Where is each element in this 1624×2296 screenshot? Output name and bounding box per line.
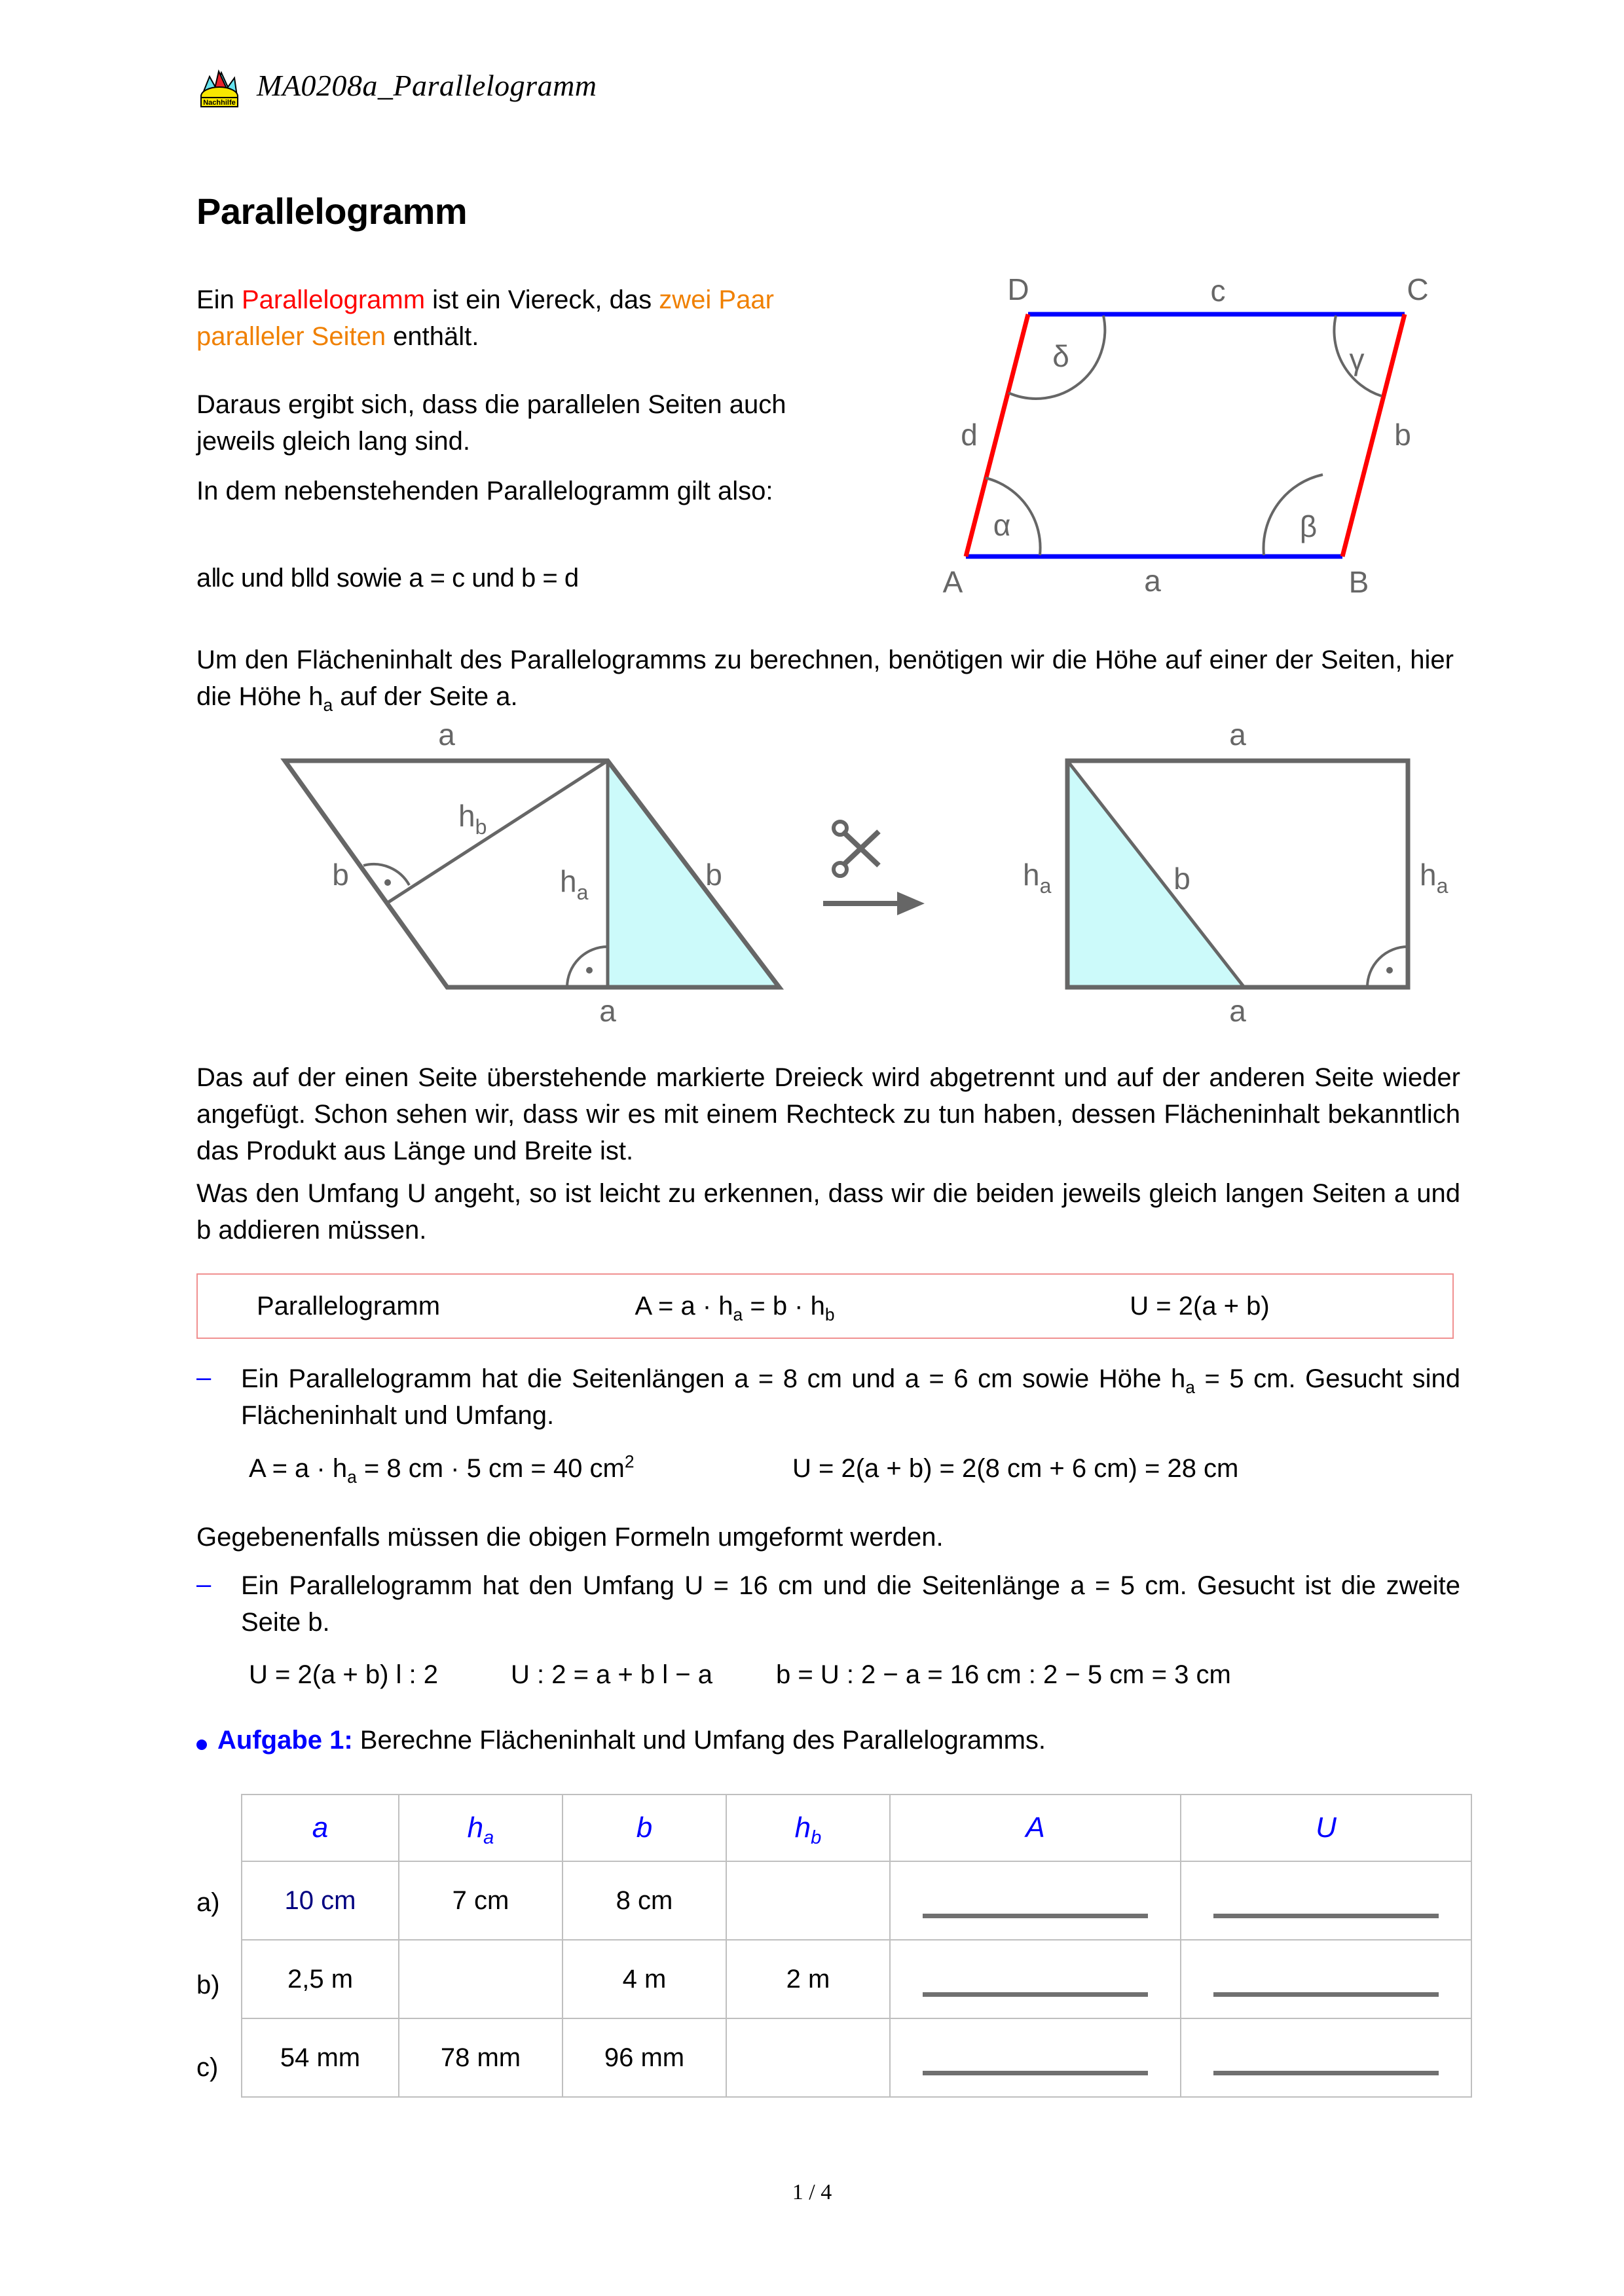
intro-definition	[196, 282, 851, 355]
figure-cut-parallelogram	[262, 714, 786, 1028]
intro-keyword-pairs: zwei Paar paralleler Seiten	[196, 285, 774, 351]
answer-line	[1213, 1914, 1439, 1918]
angle-label-gamma: γ	[1349, 342, 1365, 376]
cell-perimeter-row-c[interactable]	[1181, 2018, 1471, 2097]
example-1-dash: –	[196, 1363, 212, 1392]
page-header	[196, 62, 597, 108]
cut-left-side-b-label: b	[332, 858, 349, 892]
intro-keyword-parallelogram: Parallelogramm	[241, 285, 426, 314]
cell-perimeter-row-b[interactable]	[1181, 1940, 1471, 2018]
paragraph-transform-formulas: Gegebenenfalls müssen die obigen Formeln umgeformt werden.	[196, 1523, 944, 1552]
table-row-label-a: a)	[196, 1888, 220, 1917]
intro-relations: a‖c und b‖d sowie a = c und b = d	[196, 564, 579, 592]
vertex-label-d: D	[1007, 272, 1029, 306]
cell-area-row-c[interactable]	[890, 2018, 1181, 2097]
cell-a-row-a[interactable]: 10 cm	[242, 1861, 399, 1940]
arrow-right-icon	[823, 892, 925, 915]
table-header-ha: $h_a$	[399, 1795, 563, 1861]
cell-hb-row-a[interactable]	[726, 1861, 890, 1940]
cut-arrow-group	[820, 818, 951, 930]
vertex-label-a: A	[942, 565, 963, 599]
intro-paragraph-2: Daraus ergibt sich, dass die parallelen Seiten auch jeweils gleich lang sind.	[196, 390, 786, 456]
answer-line	[1213, 1992, 1439, 1997]
side-label-c: c	[1210, 274, 1226, 308]
cell-area-row-a[interactable]	[890, 1861, 1181, 1940]
right-angle-b-dot	[384, 879, 391, 886]
formula-area: $A = a \cdot h_a = b \cdot h_b$	[635, 1291, 835, 1324]
paragraph-perimeter-explanation: Was den Umfang U angeht, so ist leicht zu erkennen, dass wir die beiden jeweils gleich langen Seiten a und b addieren müssen.	[196, 1179, 1460, 1245]
example-2-step-2: U : 2 = a + b l − a	[511, 1660, 712, 1689]
table-row	[242, 1940, 1471, 2018]
example-2-text: Ein Parallelogramm hat den Umfang U = 16 cm und die Seitenlänge a = 5 cm. Gesucht ist die zweite Seite b.	[241, 1571, 1460, 1637]
cell-area-row-b[interactable]	[890, 1940, 1181, 2018]
example-1-area-solution: $A = a \cdot h_a = 8$ cm · 5 cm = 40 $cm^2$	[249, 1451, 635, 1487]
paragraph-cut-explanation: Das auf der einen Seite überstehende markierte Dreieck wird abgetrennt und auf der anderen Seite wieder angefügt. Schon sehen wir, dass wir es mit einem Rechteck zu tun haben, dessen Flächeninhalt bekanntlich das Produkt aus Länge und Breite ist.	[196, 1063, 1460, 1165]
rect-right-height-label: $h_a$	[1420, 858, 1449, 898]
cell-a-row-c[interactable]: 54 mm	[242, 2018, 399, 2097]
answer-line	[923, 1992, 1149, 1997]
rect-diagonal-b-label: b	[1173, 862, 1190, 896]
intro-text-2: ist ein Viereck, das	[425, 285, 659, 314]
cell-b-row-a[interactable]: 8 cm	[563, 1861, 726, 1940]
rect-left-height-label: $h_a$	[1023, 858, 1052, 898]
answer-line	[923, 1914, 1149, 1918]
angle-label-delta: δ	[1052, 339, 1069, 373]
figure-cut-rectangle	[1023, 714, 1460, 1028]
page-title: Parallelogramm	[196, 191, 468, 232]
rect-left-height-sub: a	[1039, 874, 1052, 898]
rect-right-height-sub: a	[1436, 874, 1449, 898]
cell-b-row-b[interactable]: 4 m	[563, 1940, 726, 2018]
table-row-label-c: c)	[196, 2053, 219, 2082]
task-bullet-icon	[196, 1740, 207, 1750]
example-2-step-1: U = 2(a + b) l : 2	[249, 1660, 439, 1689]
intro-paragraph-3: In dem nebenstehenden Parallelogramm gilt also:	[196, 477, 773, 505]
vertex-label-b: B	[1348, 565, 1369, 599]
cell-hb-row-b[interactable]: 2 m	[726, 1940, 890, 2018]
angle-label-alpha: α	[993, 508, 1011, 542]
height-a-sub: a	[576, 881, 589, 904]
right-angle-a-arc	[567, 947, 608, 987]
logo-label: Nachhilfe	[203, 99, 236, 107]
formula-perimeter: U = 2(a + b)	[1130, 1291, 1270, 1321]
height-b-label: $h_b$	[458, 799, 487, 839]
table-header-hb: $h_b$	[726, 1795, 890, 1861]
height-b-sub: b	[475, 815, 487, 839]
rect-bottom-label: a	[1229, 994, 1246, 1028]
table-row	[242, 2018, 1471, 2097]
height-explanation: Um den Flächeninhalt des Parallelogramms zu berechnen, benötigen wir die Höhe auf einer der Seiten, hier die Höhe $h_a$ auf der Seite a.	[196, 646, 1454, 715]
formula-shape-label: Parallelogramm	[256, 1291, 441, 1321]
table-header-perimeter: U	[1181, 1795, 1471, 1861]
rect-right-angle-dot	[1386, 967, 1393, 974]
table-header-a: a	[242, 1795, 399, 1861]
answer-line	[923, 2071, 1149, 2075]
example-1-perimeter-solution: U = 2(a + b) = 2(8 cm + 6 cm) = 28 cm	[792, 1454, 1239, 1483]
cell-b-row-c[interactable]: 96 mm	[563, 2018, 726, 2097]
table-row	[242, 1861, 1471, 1940]
cut-left-top-label: a	[438, 718, 455, 752]
cut-right-side-b-label: b	[705, 858, 722, 892]
task-1-text: Berechne Flächeninhalt und Umfang des Parallelogramms.	[352, 1726, 1046, 1755]
scissors-icon	[834, 822, 879, 876]
figure-parallelogram-abcd	[930, 272, 1467, 602]
cell-ha-row-c[interactable]: 78 mm	[399, 2018, 563, 2097]
example-1-text: Ein Parallelogramm hat die Seitenlängen a = 8 cm und a = 6 cm sowie Höhe $h_a = 5$ cm. Gesucht sind Flächeninhalt und Umfang.	[241, 1364, 1461, 1430]
example-2-dash: –	[196, 1570, 212, 1599]
cell-perimeter-row-a[interactable]	[1181, 1861, 1471, 1940]
side-label-b: b	[1394, 418, 1411, 452]
table-header-b: b	[563, 1795, 726, 1861]
nachhilfe-logo-icon	[196, 62, 242, 108]
example-2-step-3: b = U : 2 − a = 16 cm : 2 − 5 cm = 3 cm	[776, 1660, 1231, 1689]
rect-right-angle-arc	[1367, 947, 1408, 987]
table-header-area: A	[890, 1795, 1181, 1861]
intro-text-1: Ein	[196, 285, 242, 314]
cell-ha-row-b[interactable]	[399, 1940, 563, 2018]
side-label-a: a	[1144, 564, 1161, 598]
formula-summary-box	[196, 1273, 1454, 1339]
answer-line	[1213, 2071, 1439, 2075]
document-title: MA0208a_Parallelogramm	[257, 68, 597, 102]
page-footer: 1 / 4	[792, 2180, 832, 2204]
table-header-row	[242, 1795, 1471, 1861]
angle-label-beta: β	[1299, 509, 1318, 543]
height-a-label: $h_a$	[560, 864, 589, 904]
cell-ha-row-a[interactable]: 7 cm	[399, 1861, 563, 1940]
intro-text-3: enthält.	[386, 322, 479, 351]
cell-hb-row-c[interactable]	[726, 2018, 890, 2097]
table-row-label-b: b)	[196, 1971, 220, 1999]
cell-a-row-b[interactable]: 2,5 m	[242, 1940, 399, 2018]
rect-top-label: a	[1229, 718, 1246, 752]
side-label-d: d	[961, 418, 978, 452]
task-1-heading	[217, 1722, 1462, 1758]
task-1-label: Aufgabe 1:	[217, 1726, 353, 1755]
vertex-label-c: C	[1407, 272, 1429, 306]
task-1-table	[241, 1794, 1472, 2098]
cut-left-bottom-label: a	[599, 994, 616, 1028]
right-angle-a-dot	[586, 967, 593, 974]
